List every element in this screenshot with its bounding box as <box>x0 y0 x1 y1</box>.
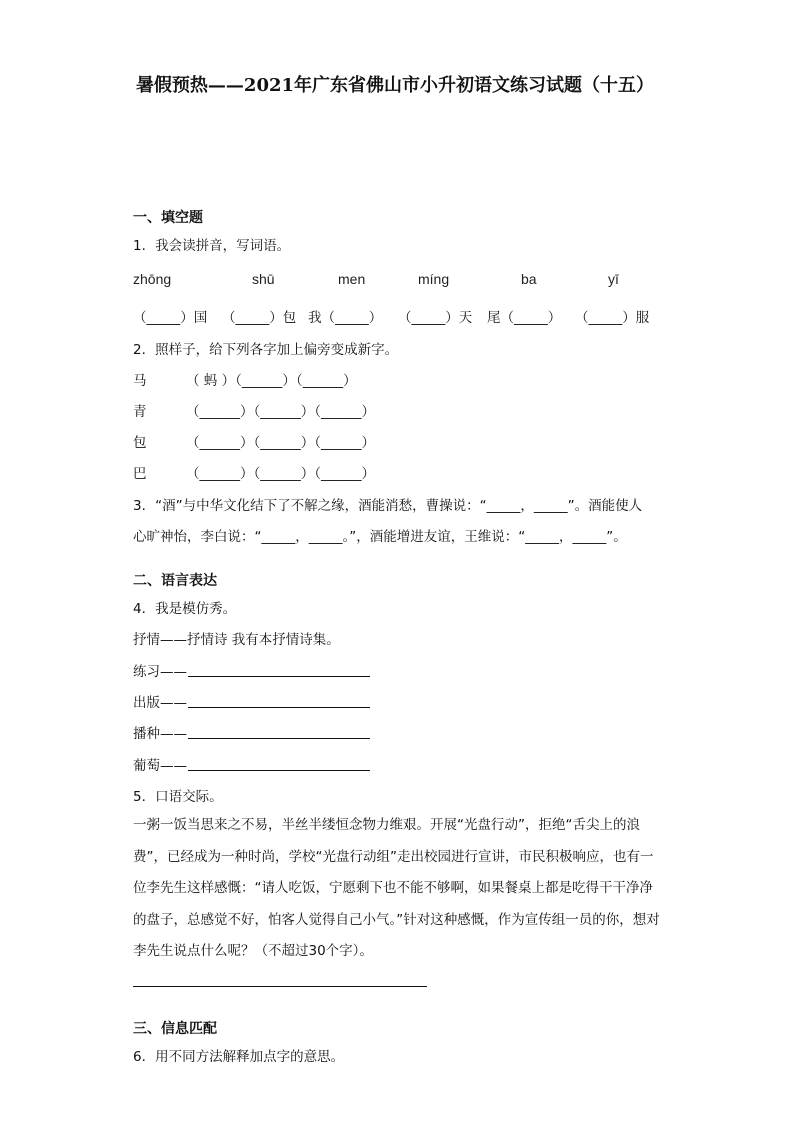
answer-line-1 <box>188 676 370 677</box>
question-1-prompt: 1．我会读拼音，写词语。 <box>133 238 291 254</box>
question-5-passage: 一粥一饭当思来之不易，半丝半缕恒念物力维艰。开展“光盘行动”，拒绝“舌尖上的浪费”，已经成为一种时尚，学校“光盘行动组”走出校园进行宣讲，市民积极响应，也有一位李先生这样感慨：“请人吃饭，宁愿剩下也不能不够啊，如果餐桌上都是吃得干干净净的盘子，总感觉不好，怕客人觉得自己小气。”针对这种感慨，作为宣传组一员的你，想对李先生说点什么呢？（不超过30个字）。 <box>133 817 660 959</box>
radical-char-1: 马 <box>133 373 147 389</box>
word-blank-1: （_____）国 <box>133 310 208 326</box>
word-blank-2: （_____）包 <box>222 310 297 326</box>
radical-answers-2: （______）（______）（______） <box>186 404 375 420</box>
pinyin-2: shū <box>252 271 275 287</box>
imitation-item-2: 出版—— <box>133 695 187 711</box>
answer-line-4 <box>188 770 370 771</box>
word-blank-4: （_____）天 <box>398 310 473 326</box>
answer-line-5 <box>133 986 427 987</box>
radical-char-2: 青 <box>133 404 147 420</box>
radical-char-4: 巴 <box>133 466 147 482</box>
radical-answers-3: （______）（______）（______） <box>186 435 375 451</box>
imitation-item-1: 练习—— <box>133 664 187 680</box>
question-3-line-1: 3．“酒”与中华文化结下了不解之缘，酒能消愁，曹操说：“_____，_____”。酒能使人 <box>133 498 643 514</box>
imitation-item-4: 葡萄—— <box>133 758 187 774</box>
question-5-prompt: 5．口语交际。 <box>133 789 223 805</box>
section-heading-fill-blank: 一、填空题 <box>133 210 203 226</box>
pinyin-5: ba <box>521 271 537 287</box>
radical-answers-4: （______）（______）（______） <box>186 466 375 482</box>
pinyin-6: yī <box>608 271 619 287</box>
section-heading-language-expression: 二、语言表达 <box>133 573 217 589</box>
word-blank-3: 我（_____） <box>308 310 383 326</box>
question-6-prompt: 6．用不同方法解释加点字的意思。 <box>133 1049 345 1065</box>
question-3-line-2: 心旷神怡，李白说：“_____，_____。”，酒能增进友谊，王维说：“_____，_____”。 <box>133 529 627 545</box>
radical-char-3: 包 <box>133 435 147 451</box>
question-4-prompt: 4．我是模仿秀。 <box>133 601 237 617</box>
pinyin-4: míng <box>418 271 450 287</box>
radical-answers-1: （ 蚂 ）（______）（______） <box>186 373 357 389</box>
answer-line-2 <box>188 707 370 708</box>
word-blank-5: 尾（_____） <box>487 310 562 326</box>
section-heading-info-match: 三、信息匹配 <box>133 1021 217 1037</box>
answer-line-3 <box>188 738 370 739</box>
question-4-example: 抒情——抒情诗 我有本抒情诗集。 <box>133 632 340 648</box>
question-2-prompt: 2．照样子，给下列各字加上偏旁变成新字。 <box>133 342 399 358</box>
pinyin-3: men <box>338 271 366 287</box>
pinyin-1: zhōng <box>133 271 172 287</box>
imitation-item-3: 播种—— <box>133 726 187 742</box>
word-blank-6: （_____）服 <box>575 310 650 326</box>
page-title: 暑假预热——2021年广东省佛山市小升初语文练习试题（十五） <box>135 75 655 96</box>
